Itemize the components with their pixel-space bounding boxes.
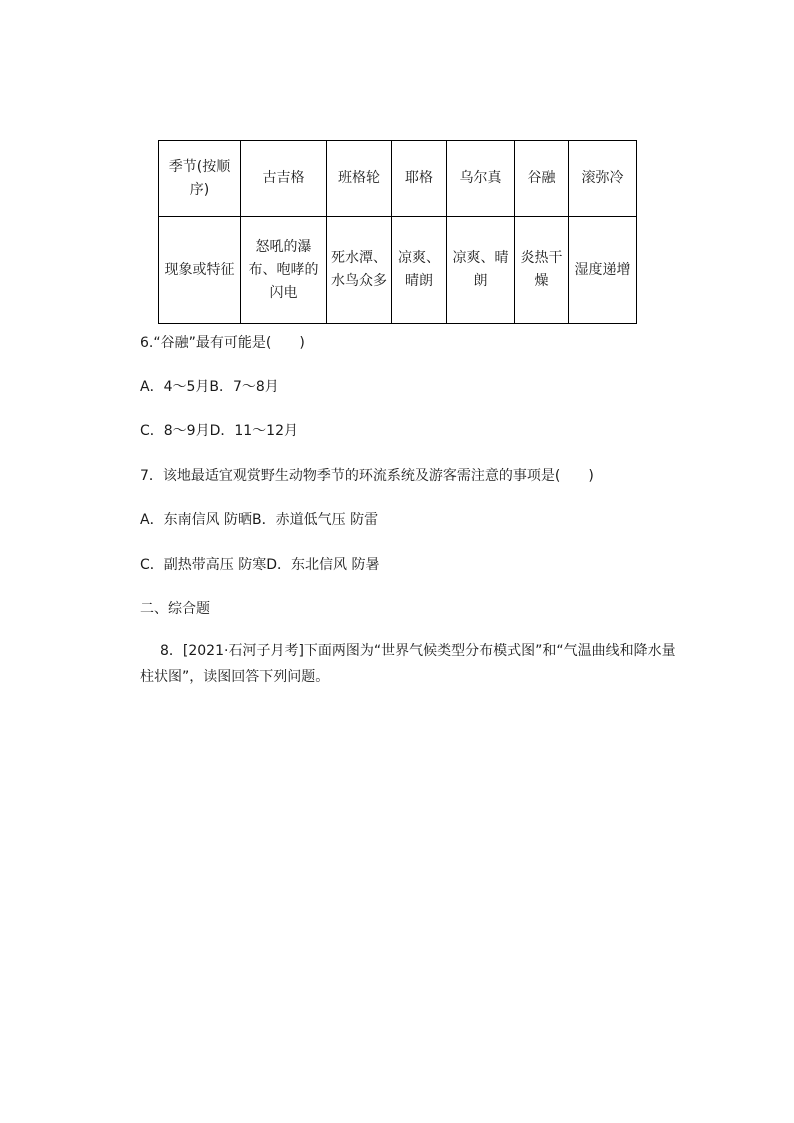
question-7-options-ab: A．东南信风 防晒B．赤道低气压 防雷 (140, 512, 379, 528)
question-6-stem (140, 333, 305, 353)
table-cell: 古吉格 (241, 141, 327, 217)
table-cell: 凉爽、晴朗 (447, 217, 515, 324)
table-cell: 班格轮 (327, 141, 392, 217)
table-cell: 凉爽、晴朗 (392, 217, 447, 324)
question-6-options-ab: A．4～5月B．7～8月 (140, 379, 279, 395)
table-feature-row (159, 217, 637, 324)
table-cell: 炎热干燥 (515, 217, 569, 324)
question-7-stem-text: 7．该地最适宜观赏野生动物季节的环流系统及游客需注意的事项是( (140, 468, 561, 484)
table-cell: 滚弥冷 (569, 141, 637, 217)
season-table (158, 140, 637, 324)
section-title: 二、综合题 (140, 601, 210, 617)
table-cell: 死水潭、水鸟众多 (327, 217, 392, 324)
table-cell: 谷融 (515, 141, 569, 217)
table-cell: 耶格 (392, 141, 447, 217)
table-cell: 怒吼的瀑布、咆哮的闪电 (241, 217, 327, 324)
table-cell: 湿度递增 (569, 217, 637, 324)
question-6-stem-text: 6.“谷融”最有可能是( (140, 335, 272, 351)
question-7-options-cd: C．副热带高压 防寒D．东北信风 防暑 (140, 557, 380, 573)
question-6-stem-end: ) (299, 335, 305, 351)
question-7-stem-end: ) (588, 468, 594, 484)
question-8-text: 8．[2021·石河子月考]下面两图为“世界气候类型分布模式图”和“气温曲线和降水量柱状图”，读图回答下列问题。 (140, 643, 676, 685)
table-cell: 季节(按顺序) (159, 141, 241, 217)
table-header-row (159, 141, 637, 217)
table-cell: 乌尔真 (447, 141, 515, 217)
question-7-stem (140, 466, 594, 486)
question-6-options-cd: C．8～9月D．11～12月 (140, 423, 298, 439)
table-cell: 现象或特征 (159, 217, 241, 324)
